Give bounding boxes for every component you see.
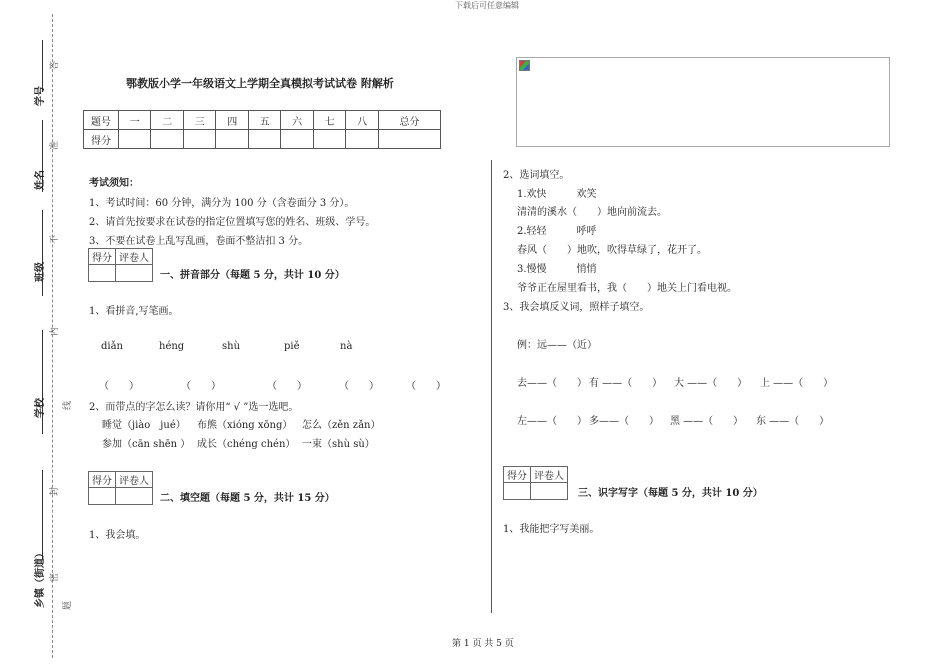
score-table-header: 七: [313, 111, 345, 130]
margin-label-township: 乡镇（街道）: [35, 548, 46, 608]
page-footer: 第 1 页 共 5 页: [452, 639, 514, 649]
grader-box-score: 得分: [89, 472, 116, 488]
column-divider: [491, 160, 492, 613]
antonym-blank[interactable]: 黑 ——（ ）: [670, 416, 744, 427]
grader-box: [88, 471, 153, 505]
right-q3-title: 3、我会填反义词，照样子填空。: [503, 302, 650, 313]
word-choice-line: 清清的溪水（ ）地向前流去。: [517, 207, 667, 218]
seal-char: 内: [50, 326, 60, 336]
margin-line: [42, 210, 43, 296]
score-cell[interactable]: [248, 130, 280, 149]
section2-q1: 1、我会填。: [89, 530, 146, 541]
score-table-header: 五: [248, 111, 280, 130]
margin-line: [42, 40, 43, 92]
margin-line: [42, 330, 43, 434]
score-table-header: 一: [119, 111, 151, 130]
grader-box-grader: 评卷人: [116, 472, 153, 488]
score-table-header: 六: [281, 111, 313, 130]
image-placeholder: [516, 57, 890, 147]
grader-name-cell[interactable]: [116, 488, 153, 505]
score-cell[interactable]: [281, 130, 313, 149]
antonym-blank[interactable]: 东 ——（ ）: [756, 416, 830, 427]
section1-q1: 1、看拼音,写笔画。: [89, 306, 179, 317]
antonym-blank[interactable]: 左——（ ）: [517, 416, 587, 427]
score-table-header: 题号: [84, 111, 119, 130]
grader-box: [88, 248, 153, 282]
notice-heading: 考试须知：: [89, 178, 139, 189]
pinyin-item: héng: [159, 341, 185, 352]
score-cell[interactable]: [346, 130, 378, 149]
reading-choice[interactable]: 布熊（xióng xōng）: [197, 420, 293, 431]
score-cell[interactable]: [151, 130, 183, 149]
score-table-row-label: 得分: [84, 130, 119, 149]
grader-score-cell[interactable]: [504, 483, 531, 500]
grader-score-cell[interactable]: [89, 488, 116, 505]
binding-dotted-line: [52, 14, 53, 658]
header-note: 下载后可任意编辑: [455, 1, 519, 10]
grader-box-grader: 评卷人: [116, 249, 153, 265]
grader-box-score: 得分: [89, 249, 116, 265]
score-cell[interactable]: [183, 130, 215, 149]
grader-box: [503, 466, 568, 500]
score-table-header: 四: [216, 111, 248, 130]
margin-line: [42, 470, 43, 560]
reading-choice[interactable]: 睡觉（jiào jué）: [102, 420, 186, 431]
section1-q2: 2、而带点的字怎么读？请你用“ √ ”选一选吧。: [89, 402, 299, 413]
answer-blank[interactable]: （ ）: [267, 381, 307, 392]
section1-title: 一、拼音部分（每题 5 分，共计 10 分）: [160, 270, 345, 281]
pinyin-item: nà: [340, 341, 353, 352]
notice-item: 2、请首先按要求在试卷的指定位置填写您的姓名、班级、学号。: [89, 217, 376, 228]
seal-char: 题: [63, 600, 73, 610]
grader-box-grader: 评卷人: [531, 467, 568, 483]
section3-q1: 1、我能把字写美丽。: [503, 524, 600, 535]
word-choice-line: 爷爷正在屋里看书，我（ ）地关上门看电视。: [517, 283, 737, 294]
score-table-header: 八: [346, 111, 378, 130]
answer-blank[interactable]: （ ）: [99, 381, 139, 392]
answer-blank[interactable]: （ ）: [181, 381, 221, 392]
reading-choice[interactable]: 一束（shù sù）: [302, 439, 375, 450]
score-cell[interactable]: [119, 130, 151, 149]
score-table-header: 总分: [378, 111, 440, 130]
antonym-blank[interactable]: 上 ——（ ）: [760, 378, 834, 389]
word-choice-line: 2.轻轻 呼呼: [517, 226, 597, 237]
seal-char: 准: [50, 140, 60, 150]
antonym-blank[interactable]: 大 ——（ ）: [674, 378, 748, 389]
grader-box-score: 得分: [504, 467, 531, 483]
margin-label-student-id: 学号: [35, 86, 46, 106]
reading-choice[interactable]: 参加（cān shēn ）: [102, 439, 191, 450]
score-table-header: 二: [151, 111, 183, 130]
word-choice-line: 春风（ ）地吹，吹得草绿了，花开了。: [517, 245, 707, 256]
seal-char: 答: [50, 60, 60, 70]
seal-char: 封: [50, 486, 60, 496]
score-cell[interactable]: [313, 130, 345, 149]
seal-char: 不: [50, 234, 60, 244]
seal-char: 线: [63, 400, 73, 410]
margin-label-school: 学校: [35, 398, 46, 418]
answer-blank[interactable]: （ ）: [406, 381, 446, 392]
section3-title: 三、识字写字（每题 5 分，共计 10 分）: [578, 488, 763, 499]
reading-choice[interactable]: 怎么（zěn zǎn）: [302, 420, 381, 431]
antonym-example: 例：远——（近）: [517, 340, 597, 351]
margin-label-name: 姓名: [35, 170, 46, 190]
score-cell[interactable]: [378, 130, 440, 149]
right-q2-title: 2、选词填空。: [503, 170, 570, 181]
score-table: [83, 110, 441, 149]
section2-title: 二、填空题（每题 5 分，共计 15 分）: [160, 493, 335, 504]
pinyin-item: piě: [284, 341, 300, 352]
grader-name-cell[interactable]: [531, 483, 568, 500]
word-choice-line: 3.慢慢 悄悄: [517, 264, 597, 275]
pinyin-item: diǎn: [101, 341, 124, 352]
grader-name-cell[interactable]: [116, 265, 153, 282]
seal-char: 密: [50, 572, 60, 582]
score-cell[interactable]: [216, 130, 248, 149]
antonym-blank[interactable]: 有 ——（ ）: [589, 378, 663, 389]
notice-item: 3、不要在试卷上乱写乱画，卷面不整洁扣 3 分。: [89, 236, 309, 247]
grader-score-cell[interactable]: [89, 265, 116, 282]
word-choice-line: 1.欢快 欢笑: [517, 189, 597, 200]
pinyin-item: shù: [222, 341, 241, 352]
reading-choice[interactable]: 成长（chéng chén）: [197, 439, 296, 450]
exam-title: 鄂教版小学一年级语文上学期全真模拟考试试卷 附解析: [126, 77, 394, 90]
antonym-blank[interactable]: 去——（ ）: [517, 378, 587, 389]
score-table-header: 三: [183, 111, 215, 130]
broken-image-icon: [519, 60, 530, 71]
notice-item: 1、考试时间：60 分钟，满分为 100 分（含卷面分 3 分）。: [89, 198, 355, 209]
margin-label-class: 班级: [35, 262, 46, 282]
antonym-blank[interactable]: 多——（ ）: [589, 416, 659, 427]
answer-blank[interactable]: （ ）: [339, 381, 379, 392]
